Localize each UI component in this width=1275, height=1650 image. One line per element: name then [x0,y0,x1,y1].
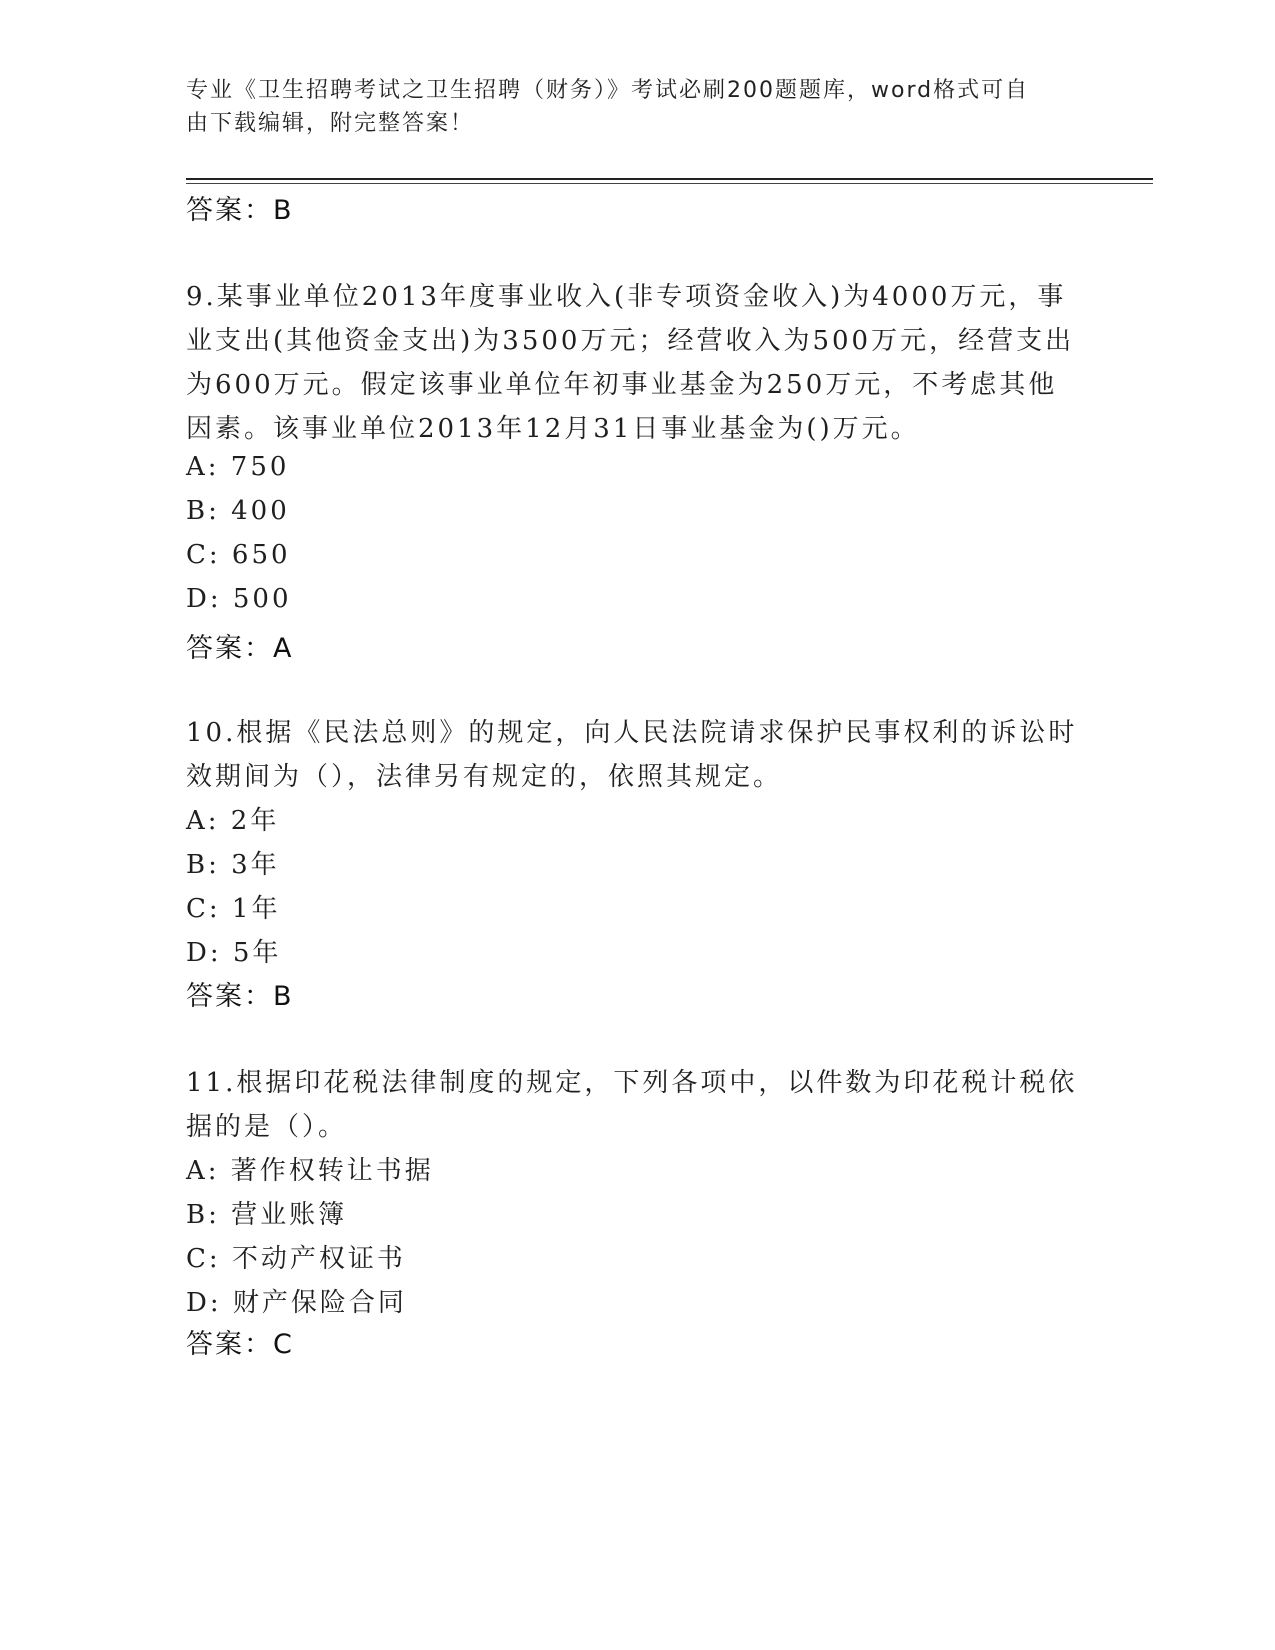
answer-previous: 答案：B [186,195,294,226]
question-11-answer: 答案：C [186,1329,294,1360]
question-10-answer: 答案：B [186,981,294,1012]
question-9-option-d: D: 500 [186,584,292,614]
question-9-answer: 答案：A [186,633,294,664]
question-11-option-a: A: 著作权转让书据 [186,1156,434,1186]
question-10-text-line-2: 效期间为（），法律另有规定的，依照其规定。 [186,762,783,792]
question-11-text-line-1: 11.根据印花税法律制度的规定，下列各项中，以件数为印花税计税依 [186,1068,1078,1098]
question-10-text-line-1: 10.根据《民法总则》的规定，向人民法院请求保护民事权利的诉讼时 [186,718,1078,748]
header-line-1: 专业《卫生招聘考试之卫生招聘（财务）》考试必刷200题题库，word格式可自 [186,78,1030,103]
question-9-option-b: B: 400 [186,496,290,526]
question-9-text-line-1: 9.某事业单位2013年度事业收入(非专项资金收入)为4000万元，事 [186,282,1067,312]
header-line-2: 由下载编辑，附完整答案！ [186,111,475,136]
question-11-text-line-2: 据的是（）。 [186,1112,348,1142]
question-9-option-a: A: 750 [186,452,290,482]
header-rule-thick [186,178,1153,180]
question-10-option-b: B: 3年 [186,850,280,880]
question-10-option-c: C: 1年 [186,894,281,924]
question-9-text-line-2: 业支出(其他资金支出)为3500万元；经营收入为500万元，经营支出 [186,326,1075,356]
question-10-option-a: A: 2年 [186,806,280,836]
header-rule-thin [186,183,1153,184]
document-header [186,74,1066,140]
question-11-option-d: D: 财产保险合同 [186,1288,407,1318]
question-9-text-line-3: 为600万元。假定该事业单位年初事业基金为250万元，不考虑其他 [186,370,1058,400]
question-9-text-line-4: 因素。该事业单位2013年12月31日事业基金为()万元。 [186,414,920,444]
question-9-option-c: C: 650 [186,540,291,570]
question-11-option-c: C: 不动产权证书 [186,1244,406,1274]
question-10-option-d: D: 5年 [186,938,282,968]
question-11-option-b: B: 营业账簿 [186,1200,348,1230]
